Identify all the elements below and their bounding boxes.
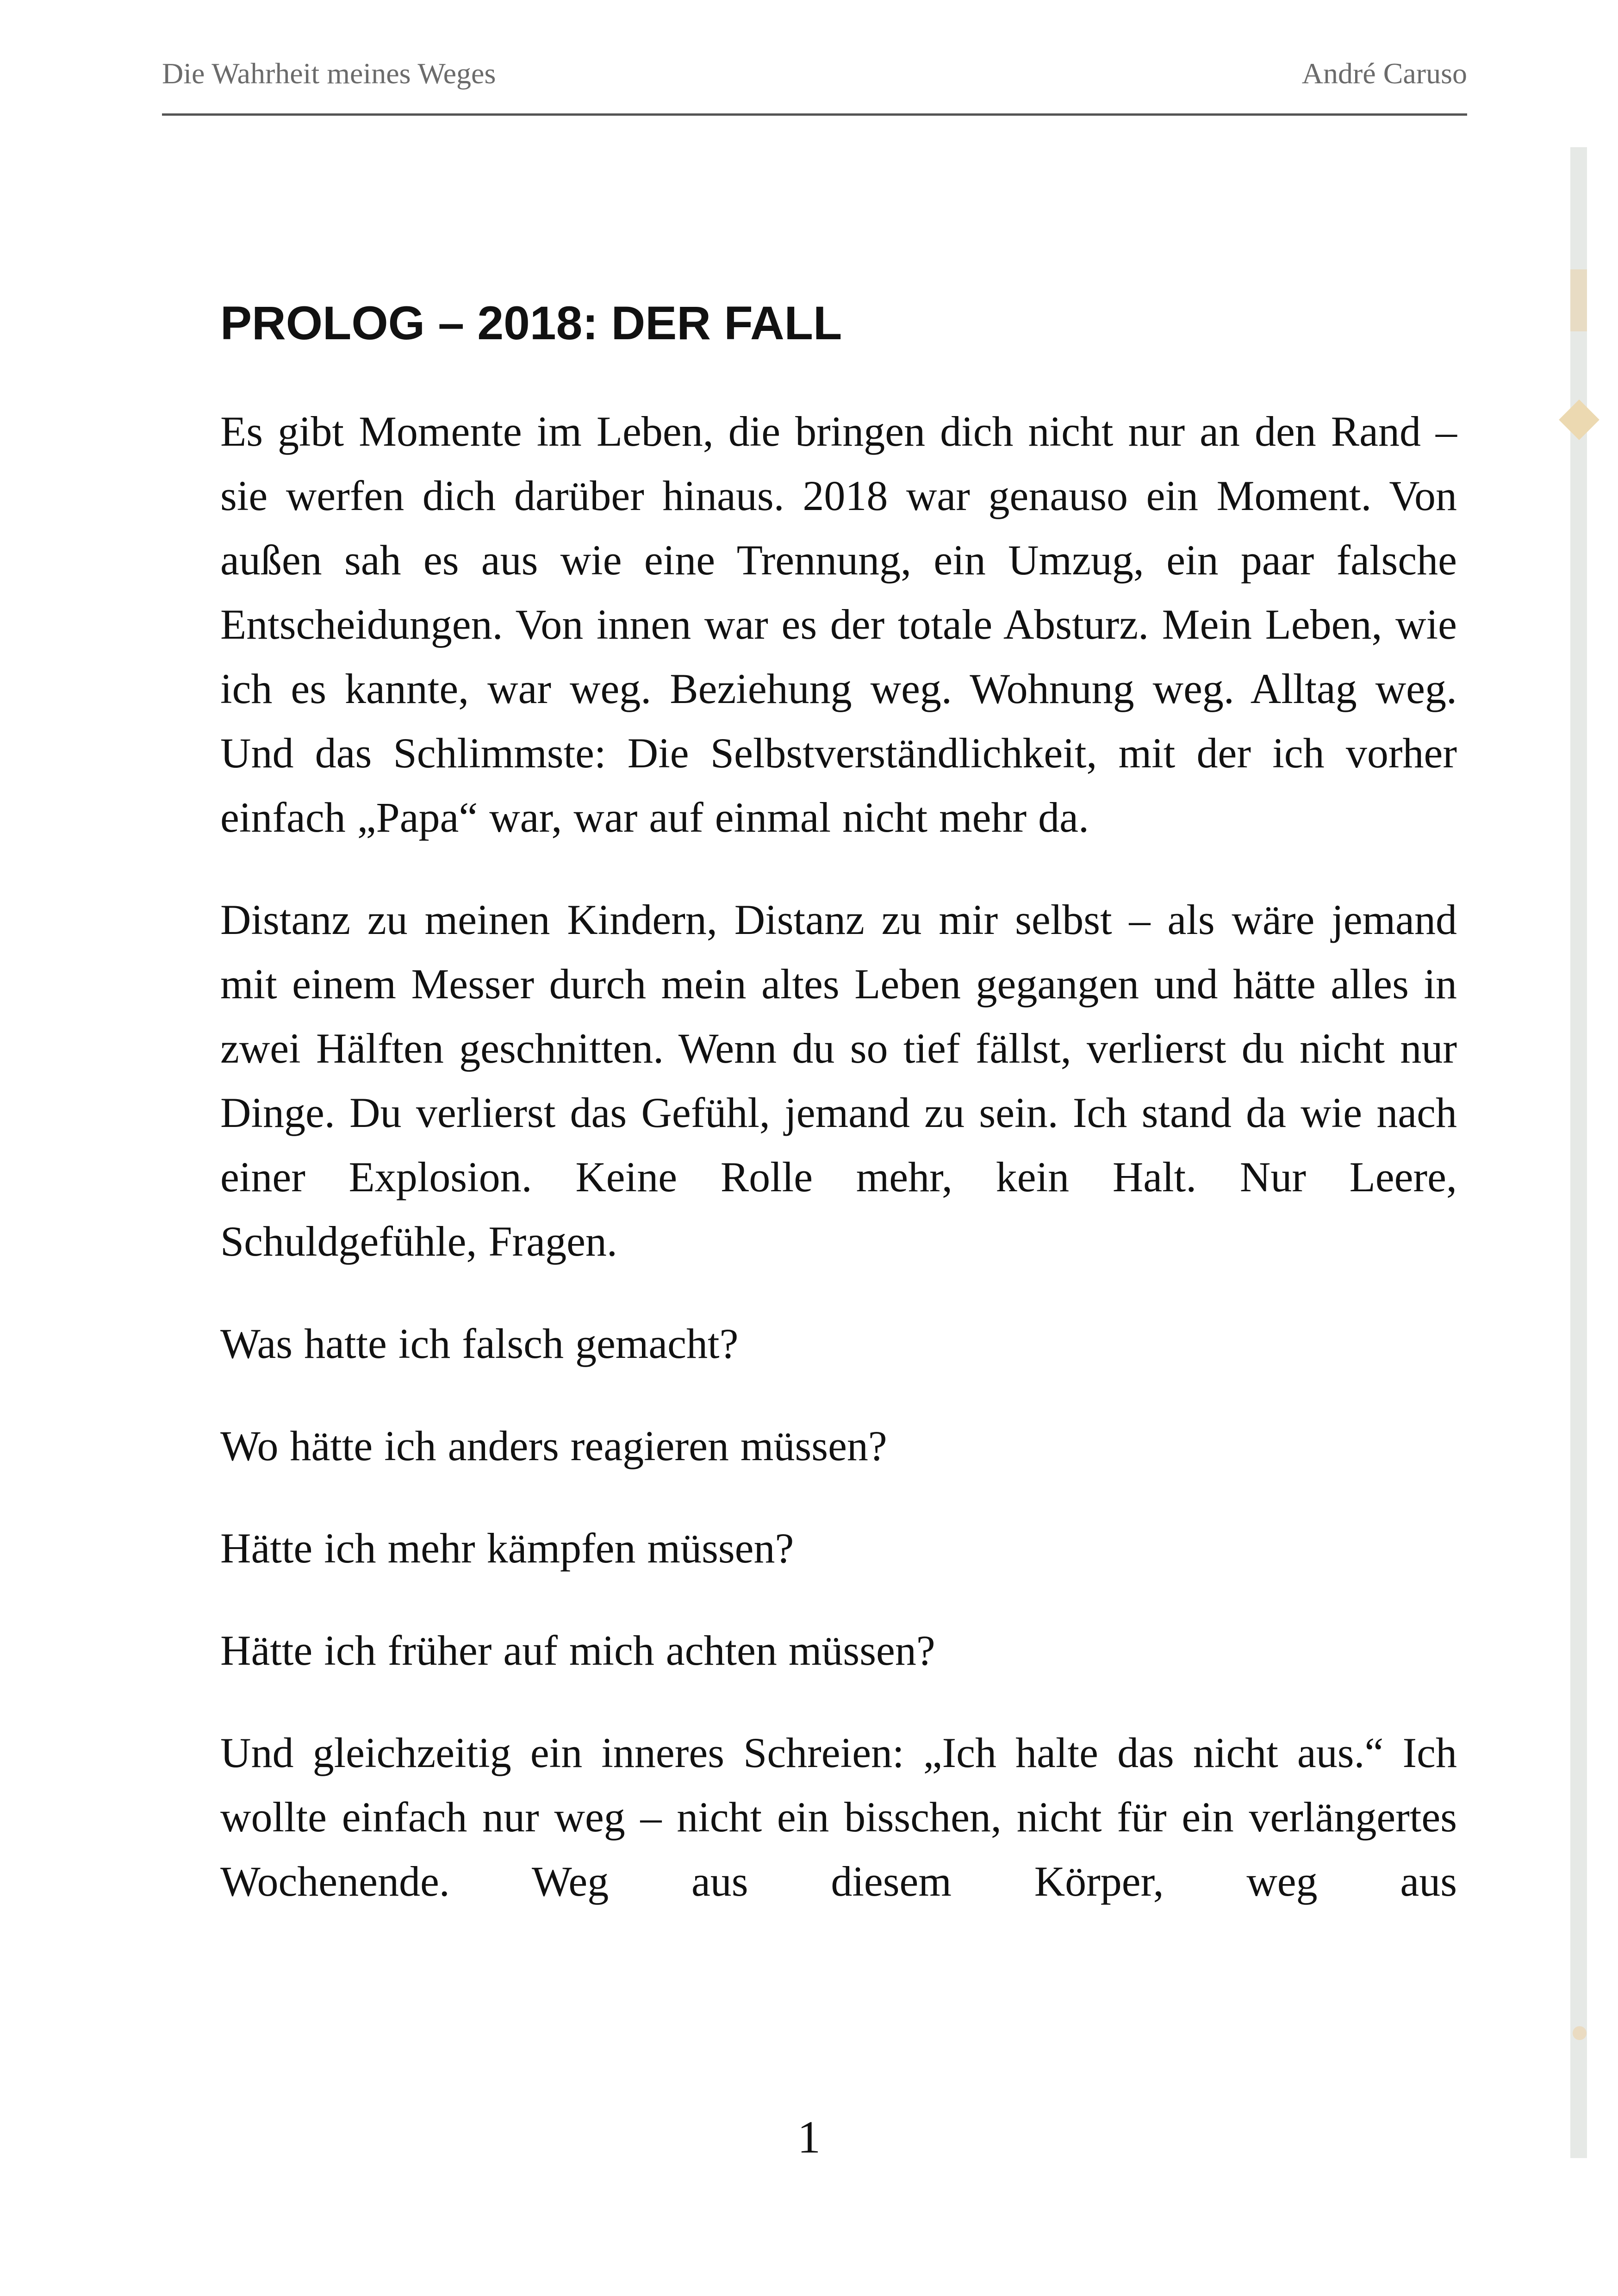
question-line: Was hatte ich falsch gemacht? — [220, 1320, 739, 1367]
book-title: Die Wahrheit meines Weges — [162, 57, 496, 90]
header-divider — [162, 113, 1467, 116]
author-name: André Caruso — [1301, 57, 1467, 90]
scrollbar-track[interactable] — [1570, 147, 1587, 2158]
question-line: Hätte ich früher auf mich achten müssen? — [220, 1627, 935, 1674]
position-marker-icon[interactable] — [1559, 399, 1599, 440]
page-number: 1 — [797, 2111, 821, 2163]
paragraph: Und gleichzeitig ein inneres Schreien: „Ich halte das nicht aus.“ Ich wollte einfach nur weg – nicht ein bisschen, nicht für ein verlängertes Wochenende. Weg aus diesem Körper, weg aus — [220, 1729, 1457, 1905]
paragraph: Distanz zu meinen Kindern, Distanz zu mir selbst – als wäre jemand mit einem Messer durch mein altes Leben gegangen und hätte alles in zwei Hälften geschnitten. Wenn du so tief fällst, verlierst du nicht nur Dinge. Du verlierst das Gefühl, jemand zu sein. Ich stand da wie nach einer Explosion. Keine Rolle mehr, kein Halt. Nur Leere, Schuldgefühle, Fragen. — [220, 896, 1457, 1265]
paragraph: Es gibt Momente im Leben, die bringen dich nicht nur an den Rand – sie werfen dich darüber hinaus. 2018 war genauso ein Moment. Von außen sah es aus wie eine Trennung, ein Umzug, ein paar falsche Entscheidungen. Von innen war es der totale Absturz. Mein Leben, wie ich es kannte, war weg. Beziehung weg. Wohnung weg. Alltag weg. Und das Schlimmste: Die Selbstverständlichkeit, mit der ich vorher einfach „Papa“ war, war auf einmal nicht mehr da. — [220, 408, 1457, 841]
question-line: Hätte ich mehr kämpfen müssen? — [220, 1524, 794, 1572]
dot-marker-icon — [1573, 2026, 1587, 2040]
chapter-title: PROLOG – 2018: DER FALL — [220, 297, 842, 349]
question-line: Wo hätte ich anders reagieren müssen? — [220, 1422, 887, 1469]
running-header — [162, 51, 1467, 97]
scrollbar-thumb[interactable] — [1570, 269, 1587, 331]
page-content — [220, 296, 1457, 1952]
